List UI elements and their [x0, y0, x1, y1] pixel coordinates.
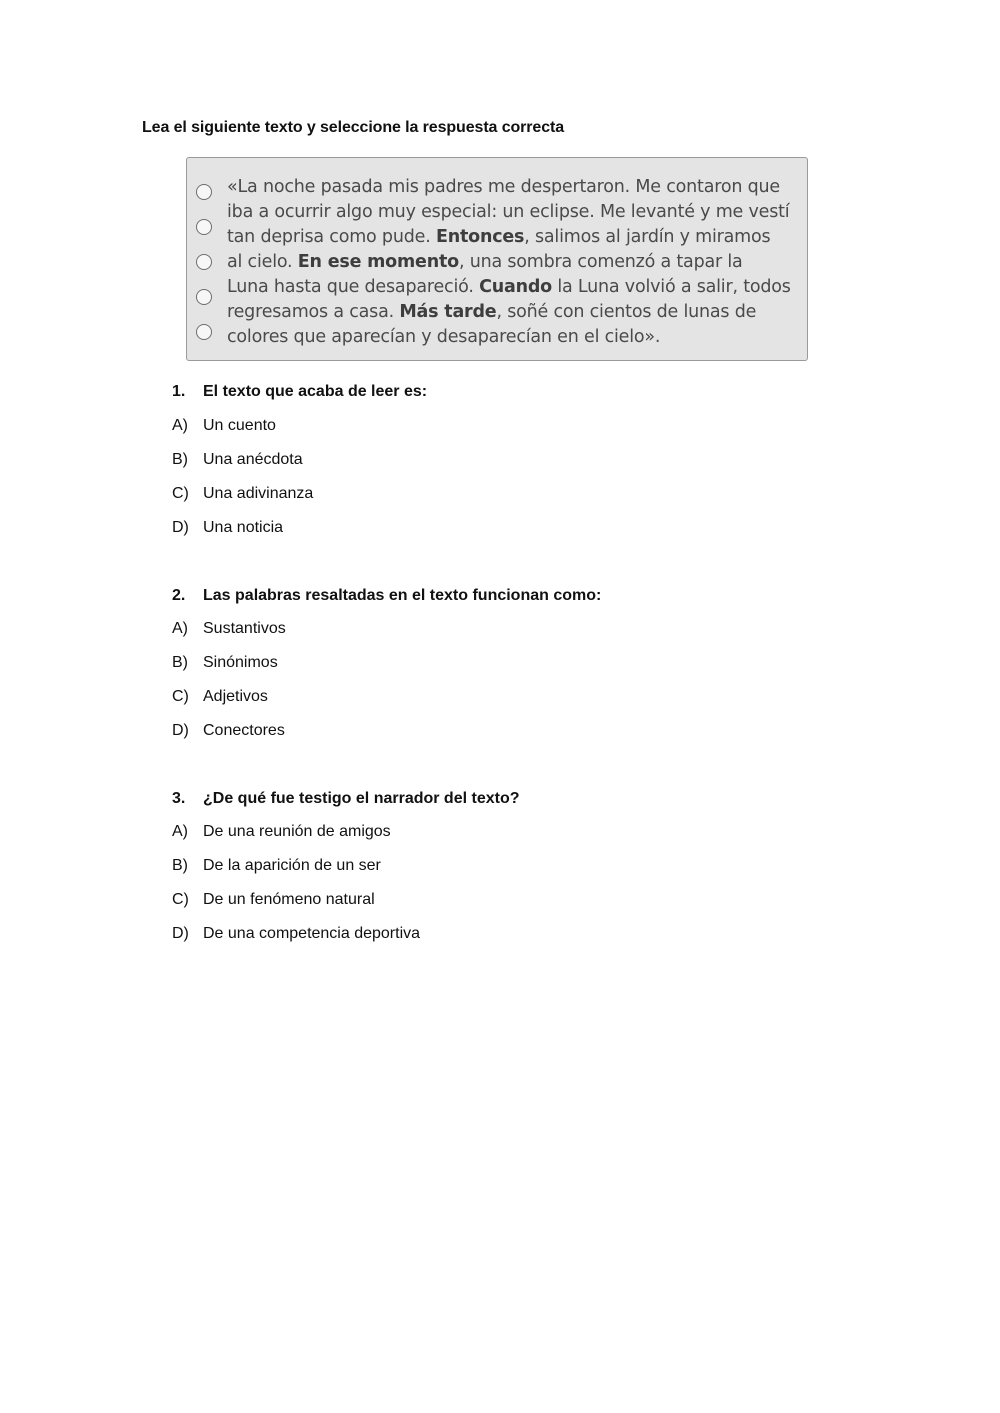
- passage-line: regresamos a casa. Más tarde, soñé con cientos de lunas de: [227, 302, 757, 322]
- question-1-option-b[interactable]: B) Una anécdota: [172, 451, 303, 468]
- question-1-option-a[interactable]: A) Un cuento: [172, 417, 276, 434]
- passage-line: Luna hasta que desapareció. Cuando la Luna volvió a salir, todos: [227, 277, 791, 297]
- question-3-option-c[interactable]: C) De un fenómeno natural: [172, 891, 375, 908]
- passage-line: tan deprisa como pude. Entonces, salimos al jardín y miramos: [227, 227, 771, 247]
- question-2-option-a[interactable]: A) Sustantivos: [172, 620, 286, 637]
- instruction-heading: Lea el siguiente texto y seleccione la respuesta correcta: [142, 119, 565, 136]
- reading-passage-box: [186, 157, 808, 361]
- question-2-option-c[interactable]: C) Adjetivos: [172, 688, 268, 705]
- highlighted-connector: En ese momento: [297, 252, 459, 272]
- question-2-title: 2. Las palabras resaltadas en el texto funcionan como:: [172, 587, 602, 604]
- question-2-option-d[interactable]: D) Conectores: [172, 722, 285, 739]
- question-1-option-c[interactable]: C) Una adivinanza: [172, 485, 314, 502]
- highlighted-connector: Más tarde: [399, 302, 497, 322]
- question-3-title: 3. ¿De qué fue testigo el narrador del texto?: [172, 790, 520, 807]
- radio-button-5[interactable]: [196, 324, 212, 340]
- question-3-option-b[interactable]: B) De la aparición de un ser: [172, 857, 381, 874]
- question-2-option-b[interactable]: B) Sinónimos: [172, 654, 278, 671]
- question-3-option-d[interactable]: D) De una competencia deportiva: [172, 925, 421, 942]
- passage-line: colores que aparecían y desaparecían en el cielo».: [227, 327, 661, 347]
- highlighted-connector: Entonces: [435, 227, 525, 247]
- question-3-option-a[interactable]: A) De una reunión de amigos: [172, 823, 391, 840]
- radio-button-2[interactable]: [196, 219, 212, 235]
- radio-button-1[interactable]: [196, 184, 212, 200]
- passage-line: iba a ocurrir algo muy especial: un eclipse. Me levanté y me vestí: [227, 202, 790, 222]
- passage-line: al cielo. En ese momento, una sombra comenzó a tapar la: [227, 252, 743, 272]
- question-1-title: 1. El texto que acaba de leer es:: [172, 383, 428, 400]
- highlighted-connector: Cuando: [479, 277, 552, 297]
- radio-button-4[interactable]: [196, 289, 212, 305]
- question-1-option-d[interactable]: D) Una noticia: [172, 519, 284, 536]
- radio-button-3[interactable]: [196, 254, 212, 270]
- passage-line: «La noche pasada mis padres me despertaron. Me contaron que: [227, 177, 780, 197]
